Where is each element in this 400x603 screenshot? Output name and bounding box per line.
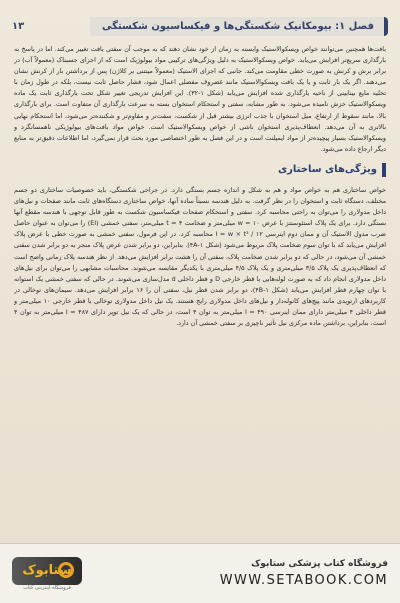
body-paragraph-2: خواص ساختاری هم به خواص مواد و هم به شکل و اندازه جسم بستگی دارد. در جراحی شکستگی، باید خصوصیات ساختاری دو جسم مختلف، دستگاه ثابت و استخوان را در نظر گرفت. به دلیل هندسه نسبتاً ساده آنها، خواص ساختاری دستگاه‌های ثابت مانند صفحات و نیل‌های داخل مدولاری را می‌توان به راحتی محاسبه کرد. سفتی و استحکام صفحات فیکساسیون شکست به طور قابل توجهی با هندسه مقطع آنها بستگی دارد. برای یک پلاک استئوسنتز با عرض w = ۱۰ میلی‌متر و ضخامت t = ۴ میلی‌متر، سفتی خمشی (EI) را می‌توان به عنوان حاصل ضرب مدول الاستیک آن و ممان دوم اینرسی I = w × t³ / ۱۲ محاسبه کرد. در این فرمول، سفتی خمشی به صورت خطی با عرض پلاک افزایش می‌یابد که با توان سوم ضخامت پلاک مربوط می‌شود (شکل ۱-۴A). بنابراین، دو برابر شدن عرض پلاک منجر به دو برابر شدن سفتی خمشی آن می‌شود، در حالی که دو برابر شدن ضخامت پلاک، سفتی آن را هشت برابر افزایش می‌دهد. از نظر هندسه پلاک زمانی واضح است که انعطاف‌پذیری یک پلاک ۳/۵ میلی‌متری و یک پلاک ۴/۵ میلی‌متری با یکدیگر مقایسه می‌شوند. محاسبات مشابهی را می‌توان برای نیل‌های داخل مدولاری انجام داد که به صورت لوله‌هایی با قطر خارجی D و قطر داخلی d مدل‌سازی می‌شوند. در حالی که سفتی خمشی یک استوانه با توان چهارم قطر افزایش می‌یابد (شکل ۱-۴B)، دو برابر شدن قطر نیل، سفتی آن را ۱۶ برابر افزایش می‌دهد. سیمان‌های توخالی در کاربردهای ارتوپدی مانند پیچ‌های کانوله‌دار و نیل‌های داخل مدولاری رایج هستند. یک نیل داخل مدولاری توخالی با قطر خارجی ۱۰ میلی‌متر و قطر داخلی ۴ میلی‌متر دارای ممان اینرسی I = ۴۹۰ میلی‌متر به توان ۴ است، در حالی که یک نیل توپر دارای I = ۴۸۷ میلی‌متر به توان ۴ است. بنابراین، برداشتن ماده مرکزی نیل تأثیر ناچیزی بر سفتی خمشی آن دارد. <box>14 185 386 328</box>
page-header <box>12 14 388 38</box>
page-content <box>14 44 386 539</box>
watermark-footer <box>0 543 400 603</box>
section-marker <box>382 163 386 177</box>
section-heading <box>14 163 386 177</box>
chapter-title: فصل ۱: بیومکانیک شکستگی‌ها و فیکساسیون شکستگی <box>90 17 388 36</box>
logo-text: ستابوک <box>22 563 72 578</box>
page-number: ۱۳ <box>12 20 25 32</box>
logo-subtitle: فروشگاه اینترنتی کتاب <box>23 584 71 591</box>
body-paragraph-1: بافت‌ها همچنین می‌توانند خواص ویسکوالاستیک وابسته به زمان از خود نشان دهند که به موجب آن سفتی بافت تغییر می‌کند. اما در پاسخ به بارگذاری سریع‌تر افزایش می‌یابد. خواص ویسکوالاستیک به دلیل ویژگی‌های ترکیبی مواد بیولوژیک است که از اجزای جسبناک (معمولاً آب) در برابر برش و کرنش به صورت خطی مقاومت می‌کند. جانبی که اجزای الاستیک (معمولاً مینتنی بر کلاژن) پس از برداشتن بار از کرنش نشان می‌دهند. اگر یک بار ثابت و یا یک بافت ویسکوالاستیک مانند غضروف مفصلی اعمال شود، فشار حاصل ثابت نیست، بلکه در طول زمان با تخلیه مایع بینابینی از ناحیه بارگذاری شده افزایش می‌یابد (شکل ۱-۳۲). این افزایش تدریجی تغییر شکل تحت بارگذاری ثابت یک ماده ویسکوالاستیک خزش نامیده می‌شود. به طور مشابه، سفتی و استحکام استخوان بسته به سرعت بارگذاری آن متفاوت است. برای بارگذاری بالا، مانند سقوط از ارتفاع، میل استخوان با جذب انرژی بیشتر قبل از شکست، سفت‌تر و مقاوم‌تر و شکننده‌تر می‌شود، اما استحکام نهایی بالاتری به آن می‌دهد. انعطاف‌پذیری استخوان ناشی از خواص ویسکوالاستیک است. خواص مواد بافت‌های بیولوژیکی ناهمسانگرد و ویسکوالاستیک بسیار پیچیده‌تر از مواد ایمپلنت است و در این فصل به طور اختصاصی مورد بحث قرار نمی‌گیرد، اما اطلاعات دقیق‌تر به منابع دیگر ارجاع داده می‌شود. <box>14 45 386 153</box>
store-info <box>220 559 388 588</box>
logo-icon <box>12 557 82 585</box>
store-url[interactable]: WWW.SETABOOK.COM <box>219 573 388 588</box>
logo-block <box>12 557 82 591</box>
store-logo <box>12 557 82 591</box>
section-title: ویژگی‌های ساختاری <box>277 164 377 176</box>
store-name: فروشگاه کتاب پزشکی ستابوک <box>251 559 388 569</box>
